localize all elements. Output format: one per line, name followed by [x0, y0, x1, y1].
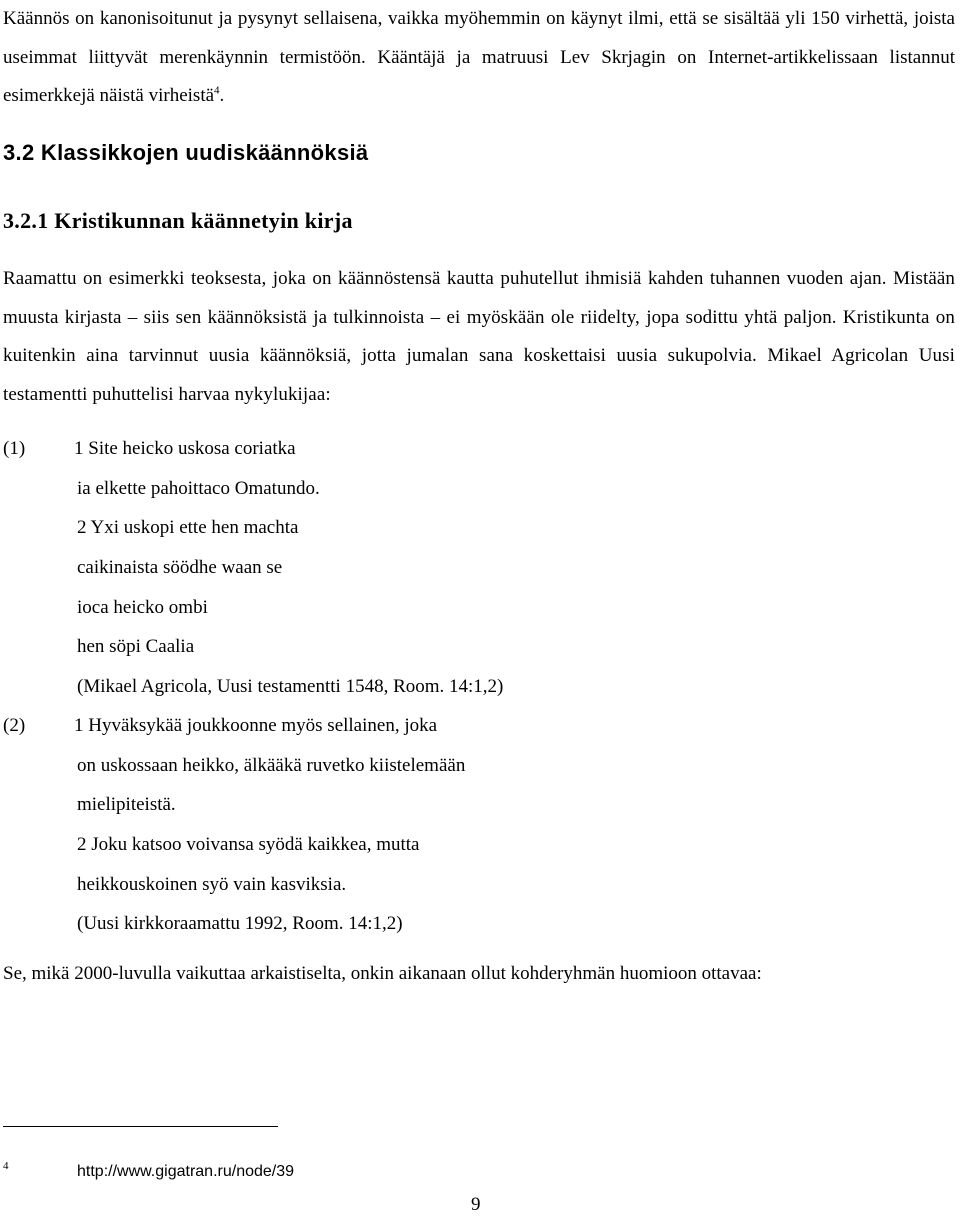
paragraph-conclusion: Se, mikä 2000-luvulla vaikuttaa arkaistiselta, onkin aikanaan ollut kohderyhmän huomioon ottavaa:	[3, 963, 762, 984]
example-1-line-1: 1 Site heicko uskosa coriatka	[74, 438, 296, 459]
paragraph-intro-end: .	[219, 85, 225, 106]
example-1-line-3: 2 Yxi uskopi ette hen machta	[77, 517, 299, 538]
footnote-reference[interactable]: 4	[214, 84, 220, 97]
example-2-line-3: mielipiteistä.	[77, 794, 176, 815]
example-2-source: (Uusi kirkkoraamattu 1992, Room. 14:1,2)	[77, 913, 403, 934]
section-heading: 3.2 Klassikkojen uudiskäännöksiä	[3, 140, 369, 165]
paragraph-intro-text: Käännös on kanonisoitunut ja pysynyt sellaisena, vaikka myöhemmin on käynyt ilmi, että se sisältää yli 150 virhettä, joista useimmat liittyvät merenkäynnin termistöön. Kääntäjä ja matruusi Lev Skrjagin on Internet-artikkelissaan listannut esimerkkejä näistä virheistä	[3, 8, 955, 106]
example-2-line-4: 2 Joku katsoo voivansa syödä kaikkea, mutta	[77, 834, 420, 855]
example-1-line-6: hen söpi Caalia	[77, 636, 195, 657]
example-1-line-5: ioca heicko ombi	[77, 597, 208, 618]
paragraph-intro	[3, 0, 955, 116]
example-2-line-5: heikkouskoinen syö vain kasviksia.	[77, 874, 347, 895]
example-1-line-2: ia elkette pahoittaco Omatundo.	[77, 478, 320, 499]
example-2-line-1: 1 Hyväksykää joukkoonne myös sellainen, joka	[74, 715, 438, 736]
example-1-number: (1)	[3, 438, 26, 459]
footnote-divider	[3, 1126, 278, 1127]
example-1-source: (Mikael Agricola, Uusi testamentti 1548, Room. 14:1,2)	[77, 676, 504, 697]
footnote-mark: 4	[3, 1160, 9, 1172]
example-1-line-4: caikinaista söödhe waan se	[77, 557, 283, 578]
example-2-number: (2)	[3, 715, 26, 736]
footnote-link[interactable]: http://www.gigatran.ru/node/39	[77, 1163, 295, 1180]
page-number: 9	[471, 1194, 481, 1215]
paragraph-bible: Raamattu on esimerkki teoksesta, joka on käännöstensä kautta puhutellut ihmisiä kahden tuhannen vuoden ajan. Mistään muusta kirjasta – siis sen käännöksistä ja tulkinnoista – ei myöskään ole riidelty, jopa sodittu yhtä paljon. Kristikunta on kuitenkin aina tarvinnut uusia käännöksiä, jotta jumalan sana koskettaisi uusia sukupolvia. Mikael Agricolan Uusi testamentti puhuttelisi harvaa nykylukijaa:	[3, 268, 955, 405]
example-2-line-2: on uskossaan heikko, älkääkä ruvetko kiistelemään	[77, 755, 466, 776]
subsection-heading: 3.2.1 Kristikunnan käännetyin kirja	[3, 208, 353, 233]
